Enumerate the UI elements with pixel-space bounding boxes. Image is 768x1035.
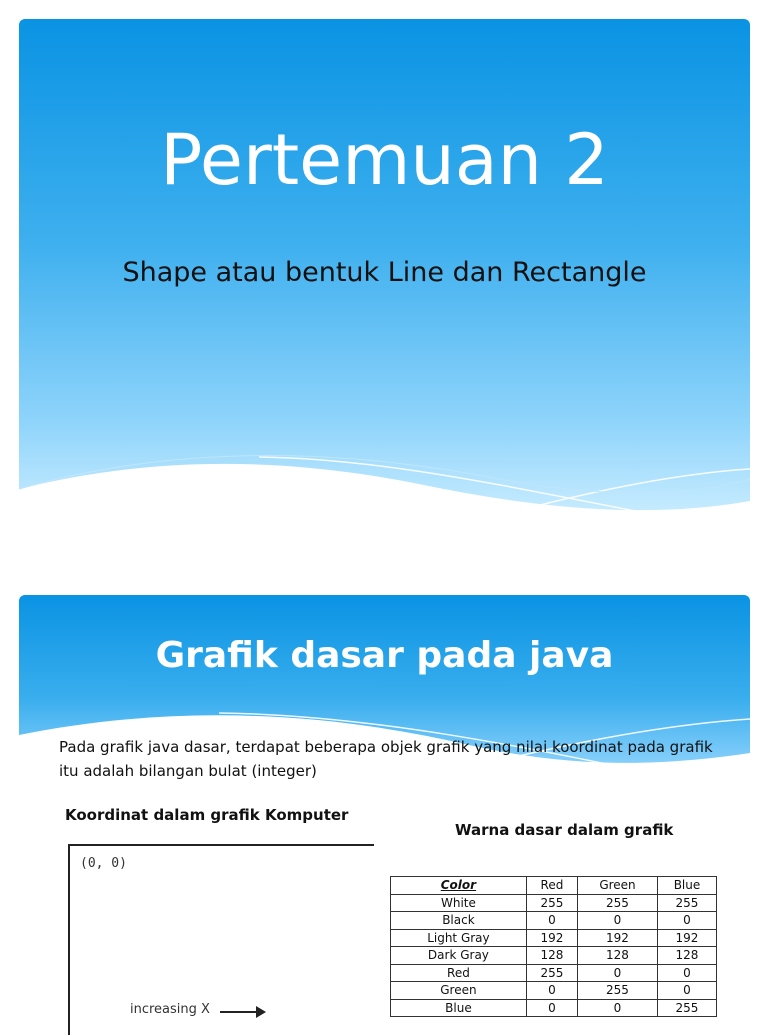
table-cell: 0 <box>578 964 658 982</box>
coordinate-diagram <box>68 844 374 1035</box>
table-row <box>391 999 717 1017</box>
slide-2 <box>19 595 750 1035</box>
table-row <box>391 929 717 947</box>
table-cell: Dark Gray <box>391 947 527 965</box>
table-cell: Red <box>391 964 527 982</box>
table-cell: Light Gray <box>391 929 527 947</box>
table-cell: 0 <box>526 999 577 1017</box>
table-cell: 128 <box>526 947 577 965</box>
slide-1 <box>19 19 750 523</box>
table-cell: Black <box>391 912 527 930</box>
slide-1-subtitle: Shape atau bentuk Line dan Rectangle <box>122 257 647 288</box>
table-cell: 0 <box>578 999 658 1017</box>
table-cell: 0 <box>578 912 658 930</box>
table-cell: Blue <box>391 999 527 1017</box>
table-header-row <box>391 877 717 895</box>
table-row <box>391 964 717 982</box>
table-cell: 0 <box>657 912 716 930</box>
table-header: Green <box>578 877 658 895</box>
table-cell: 0 <box>526 912 577 930</box>
table-cell: 255 <box>578 982 658 1000</box>
table-cell: 255 <box>578 894 658 912</box>
arrow-right-icon <box>220 1011 260 1013</box>
table-cell: 255 <box>657 999 716 1017</box>
table-row <box>391 912 717 930</box>
table-cell: 192 <box>526 929 577 947</box>
table-cell: 0 <box>526 982 577 1000</box>
slide-2-paragraph: Pada grafik java dasar, terdapat beberapa objek grafik yang nilai koordinat pada grafik itu adalah bilangan bulat (integer) <box>59 738 713 780</box>
coord-heading: Koordinat dalam grafik Komputer <box>65 806 349 824</box>
table-cell: Green <box>391 982 527 1000</box>
table-cell: White <box>391 894 527 912</box>
coord-origin-label: (0, 0) <box>80 856 127 871</box>
table-row <box>391 982 717 1000</box>
table-cell: 255 <box>657 894 716 912</box>
table-header: Blue <box>657 877 716 895</box>
table-cell: 0 <box>657 964 716 982</box>
slide-2-title: Grafik dasar pada java <box>155 635 614 676</box>
table-cell: 128 <box>578 947 658 965</box>
table-cell: 192 <box>578 929 658 947</box>
table-cell: 192 <box>657 929 716 947</box>
color-heading: Warna dasar dalam grafik <box>455 821 674 839</box>
table-cell: 128 <box>657 947 716 965</box>
wave-decoration <box>19 439 750 523</box>
table-row <box>391 947 717 965</box>
table-header: Color <box>391 877 527 895</box>
table-row <box>391 894 717 912</box>
table-header: Red <box>526 877 577 895</box>
coord-increasing-x-label: increasing X <box>130 1002 210 1017</box>
slide-1-title: Pertemuan 2 <box>160 119 609 201</box>
color-table <box>390 876 717 1017</box>
table-cell: 0 <box>657 982 716 1000</box>
table-cell: 255 <box>526 894 577 912</box>
table-cell: 255 <box>526 964 577 982</box>
